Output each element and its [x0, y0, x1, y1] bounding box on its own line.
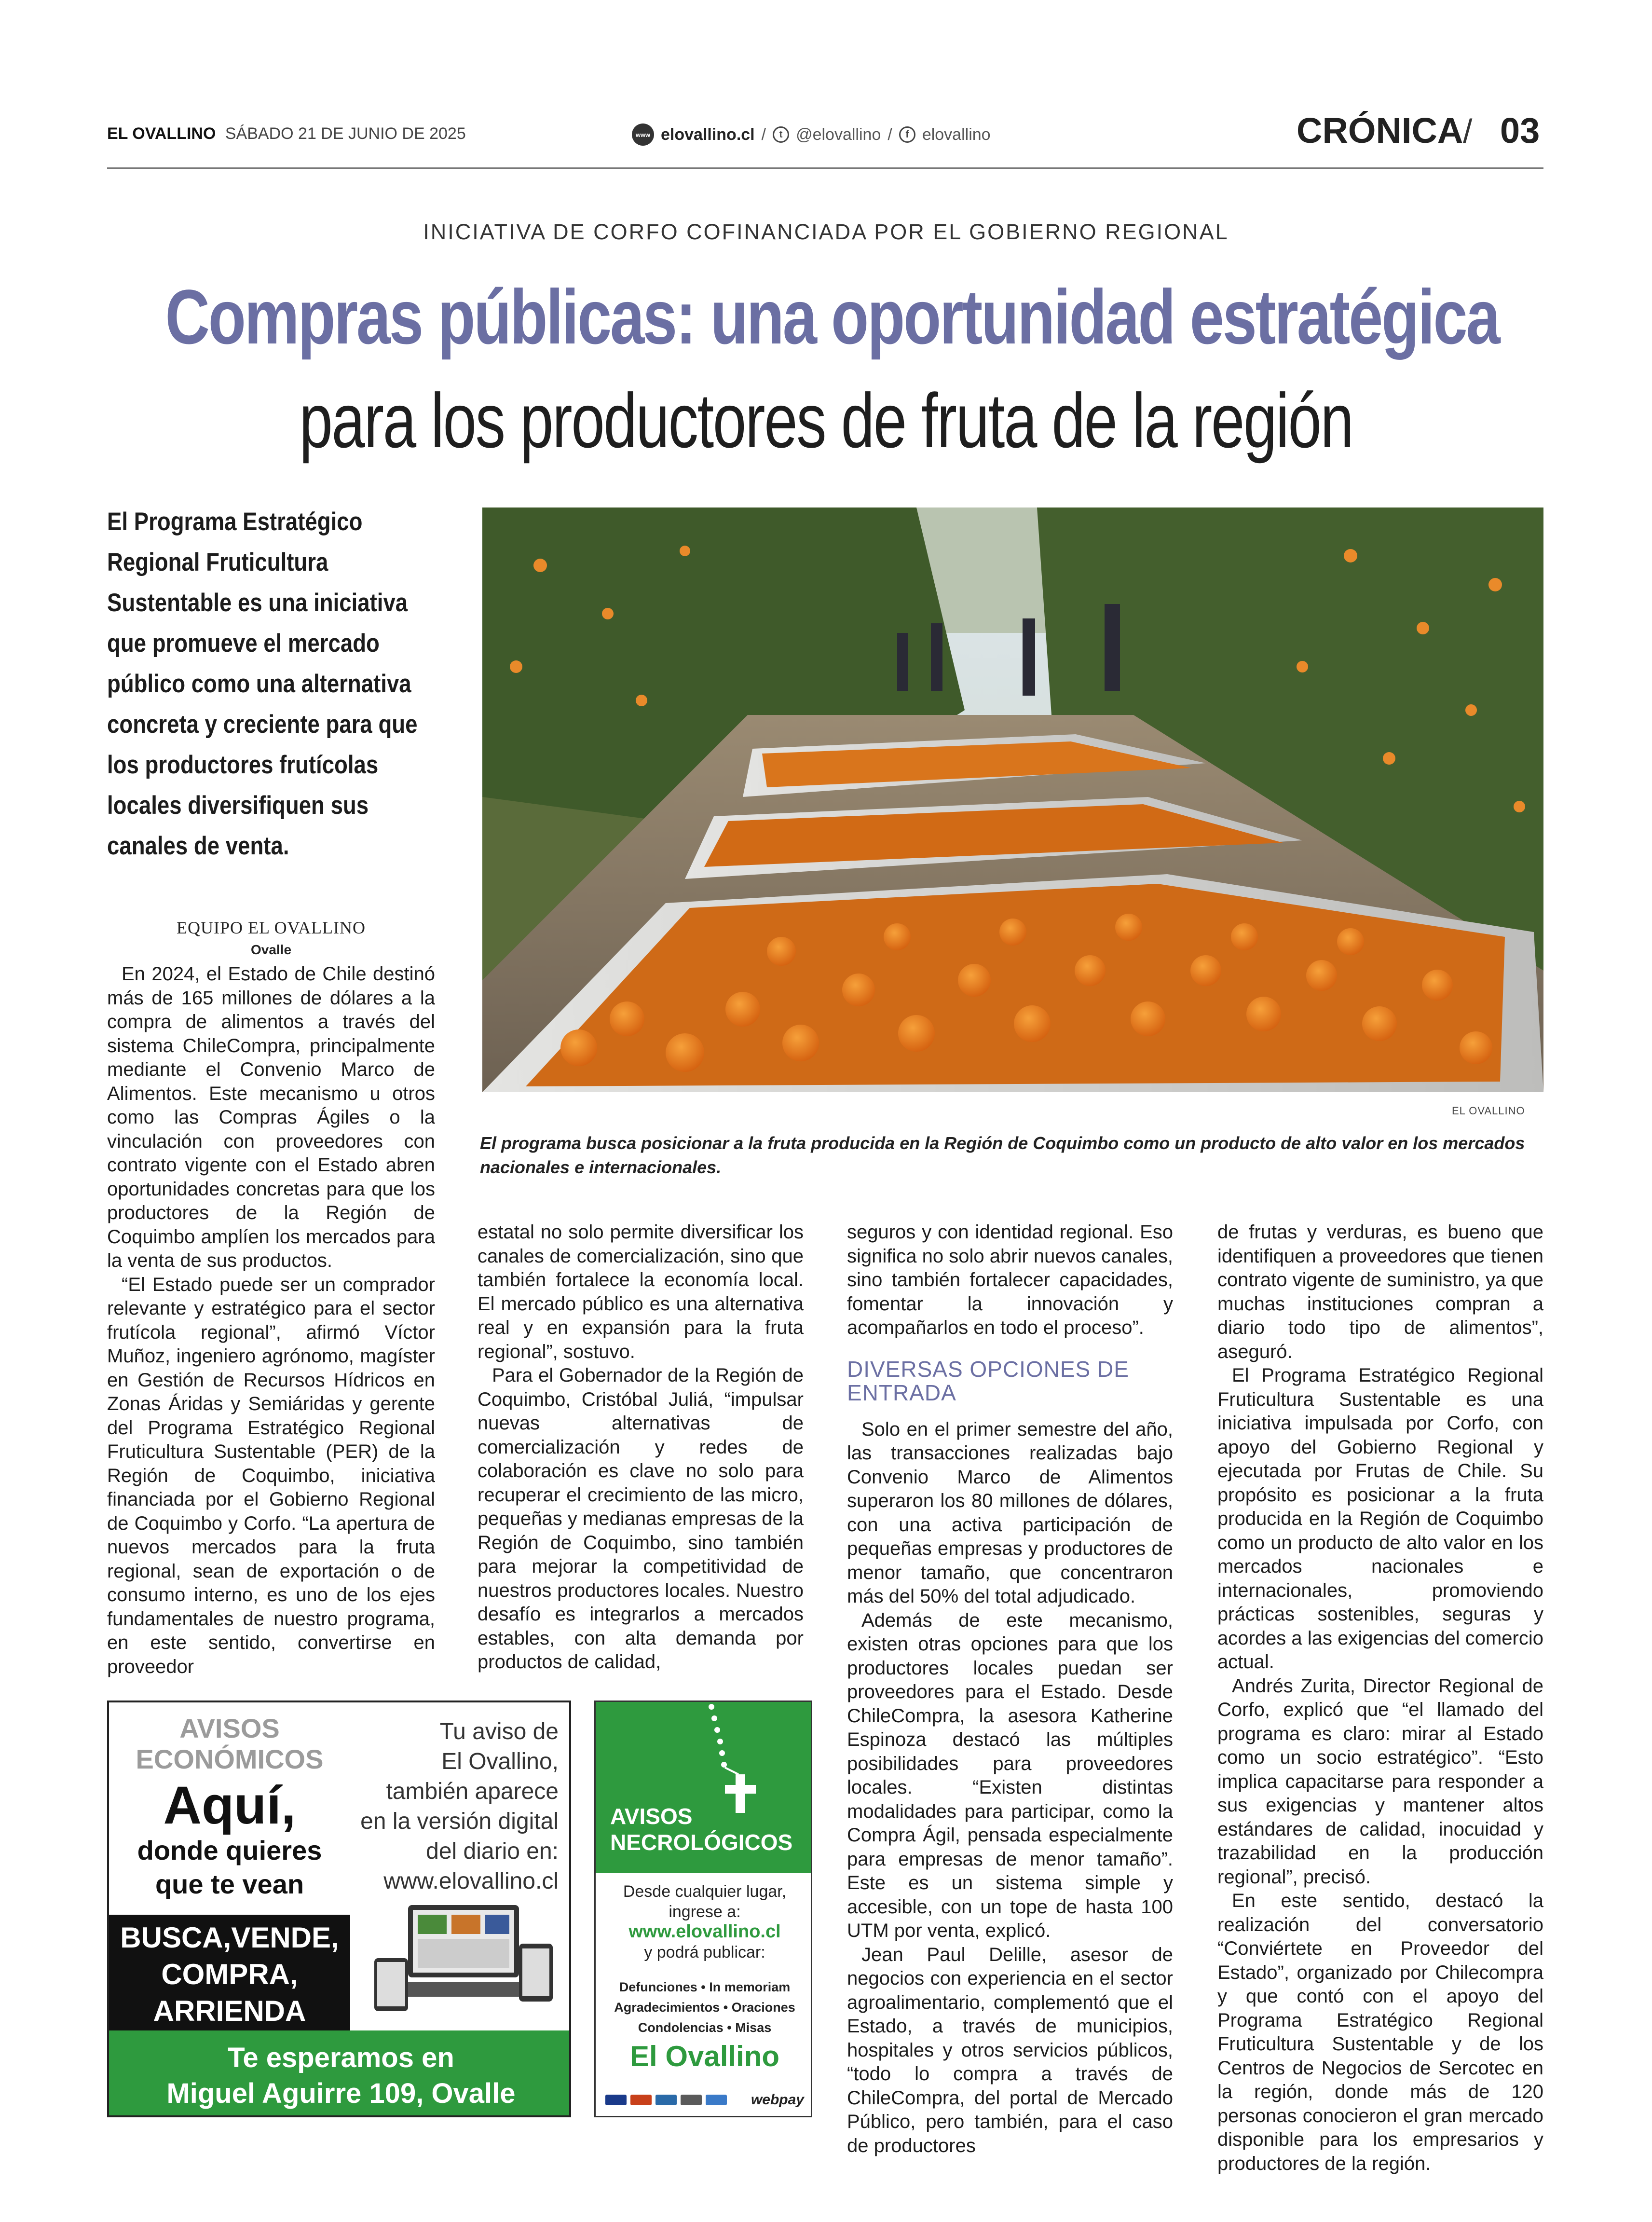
- orange-harvest-image: [482, 507, 1543, 1092]
- card-icon: [706, 2095, 727, 2105]
- ad-action-line: BUSCA,VENDE,: [120, 1921, 339, 1954]
- classifieds-ad[interactable]: [107, 1701, 571, 2117]
- ad-action-line: ARRIENDA: [153, 1995, 306, 2027]
- twitter-handle[interactable]: @elovallino: [796, 125, 881, 144]
- photo-caption: El programa busca posicionar a la fruta producida en la Región de Coquimbo como un producto de alto valor en los mercados nacionales e internacionales.: [480, 1133, 1525, 1177]
- globe-icon: www: [632, 123, 654, 146]
- visa-icon: [605, 2095, 627, 2105]
- ad-heading-line: ECONÓMICOS: [136, 1744, 324, 1774]
- paragraph: estatal no solo permite diversificar los canales de comercialización, sino que también fortalece la economía local. El mercado público es una alternativa real y en expansión para la fruta regional”, sostuvo.: [478, 1221, 804, 1362]
- ad-slogan: Aquí,: [163, 1776, 296, 1835]
- mastercard-icon: [630, 2095, 652, 2105]
- article-column-1: [107, 962, 435, 1679]
- ad-text-line: ingrese a:: [669, 1903, 741, 1921]
- section-subhead: DIVERSAS OPCIONES DE ENTRADA: [847, 1356, 1129, 1405]
- page-number: 03: [1500, 110, 1540, 151]
- issue-date: SÁBADO 21 DE JUNIO DE 2025: [225, 124, 466, 143]
- ad-text-line: Desde cualquier lugar,: [623, 1882, 787, 1901]
- header-rule: [107, 167, 1543, 169]
- ad-note-line: El Ovallino,: [441, 1749, 559, 1774]
- ad-service-line: Condolencias • Misas: [638, 2020, 772, 2035]
- paragraph: Para el Gobernador de la Región de Coquimbo, Cristóbal Juliá, “impulsar nuevas alternativas de comercialización y redes de colaboración es clave no solo para recuperar el crecimiento de las micro, pequeñas y medianas empresas de la Región de Coquimbo, sino también para mejorar la competitividad de nuestros productores locales. Nuestro desafío es integrarlos a mercados estables, con alta demanda por productos de calidad,: [478, 1365, 804, 1673]
- article-column-3: [847, 1221, 1173, 2158]
- website-link[interactable]: elovallino.cl: [661, 125, 755, 144]
- ad-digital-note: [360, 1717, 559, 1896]
- ad-services: [596, 1977, 812, 2038]
- social-links: [632, 123, 991, 146]
- section-separator: /: [1463, 112, 1473, 150]
- ad-title-line: NECROLÓGICOS: [610, 1830, 793, 1855]
- paragraph: “El Estado puede ser un comprador relevante y estratégico para el sector frutícola regional”, afirmó Víctor Muñoz, ingeniero agrónomo, magíster en Gestión de Recursos Hídricos en Zonas Áridas y Semiáridas y gerente del Programa Estratégico Regional Fruticultura Sustentable (PER) de la Región de Coquimbo, iniciativa financiada por el Gobierno Regional de Coquimbo y Corfo. “La apertura de nuevos mercados para la fruta regional, sean de exportación o de consumo interno, es uno de los ejes fundamentales de nuestro programa, en este sentido, convertirse en proveedor: [107, 1274, 435, 1677]
- paragraph: En 2024, el Estado de Chile destinó más de 165 millones de dólares a la compra de alimentos a través del sistema ChileCompra, principalmente mediante el Convenio Marco de Alimentos. Este mecanismo u otros como las Compras Ágiles o la vinculación con proveedores con contrato vigente con el Estado abren oportunidades concretas para que los productores de la Región de Coquimbo amplíen los mercados para la venta de sus productos.: [107, 963, 435, 1271]
- orchard-photo: [482, 507, 1543, 1092]
- paragraph: El Programa Estratégico Regional Fruticultura Sustentable es una iniciativa impulsada por Corfo, con apoyo del Gobierno Regional y ejecutada por Frutas de Chile. Su propósito es posicionar a la fruta producida en la Región de Coquimbo como un producto de alto valor en los mercados nacionales e internacionales, promoviendo prácticas sostenibles, seguras y acordes a las exigencias del comercio actual.: [1217, 1365, 1543, 1673]
- ad-heading: [109, 1713, 350, 1775]
- card-icon: [681, 2095, 702, 2105]
- ad-text: y podrá publicar:: [644, 1943, 765, 1961]
- lead-paragraph: El Programa Estratégico Regional Fruticultura Sustentable es una iniciativa que promueve el mercado público como una alternativa concreta y creciente para que los productores frutícolas locales diversifiquen sus canales de venta.: [107, 507, 418, 860]
- obituary-ad[interactable]: [594, 1701, 812, 2117]
- paragraph: Solo en el primer semestre del año, las transacciones realizadas bajo Convenio Marco de Alimentos superaron los 80 millones de dólares, con una activa participación de pequeñas empresas y productores de menor tamaño, que concentraron más del 50% del total adjudicado.: [847, 1418, 1173, 1607]
- ad-instructions: [596, 1881, 812, 1922]
- headline: Compras públicas: una oportunidad estratégica: [165, 274, 1499, 360]
- ad-note-line: del diario en:: [426, 1838, 559, 1864]
- paragraph: Andrés Zurita, Director Regional de Corfo, explicó que “el llamado del programa es claro: mirar al Estado como un socio estratégico”. “Esto implica capacitarse para responder a sus exigencias y mantener altos estándares de calidad, inocuidad y trazabilidad en la producción regional”, precisó.: [1217, 1675, 1543, 1888]
- webpay-logo: webpay: [751, 2092, 804, 2108]
- paragraph: seguros y con identidad regional. Eso significa no solo abrir nuevos canales, sino también fortalecer capacidades, fomentar la innovación y acompañarlos en todo el proceso”.: [847, 1221, 1173, 1338]
- article-column-2: [478, 1221, 804, 1674]
- devices-icon: [374, 1900, 558, 2021]
- ad-slogan-line: que te vean: [155, 1869, 304, 1899]
- ad-address-line: Miguel Aguirre 109, Ovalle: [166, 2078, 516, 2109]
- paragraph: Jean Paul Delille, asesor de negocios con experiencia en el sector agroalimentario, complementó que el Estado, a través de municipios, hospitales y otros servicios públicos, “todo lo compra a través de ChileCompra, del portal de Mercado Público, pero también, para el caso de productores: [847, 1944, 1173, 2156]
- ad-action-line: COMPRA,: [161, 1958, 298, 1990]
- twitter-icon: t: [773, 126, 789, 143]
- ad-url[interactable]: www.elovallino.cl: [628, 1921, 781, 1942]
- paper-name: EL OVALLINO: [107, 124, 216, 143]
- article-column-4: [1217, 1221, 1543, 2176]
- paragraph: En este sentido, destacó la realización del conversatorio “Conviértete en Proveedor del Estado”, organizado por Chilecompra y que contó con el apoyo del Programa Estratégico Regional Fruticultura Sustentable y de los Centros de Negocios de Sercotec en la región, donde más de 120 personas conocieron el gran mercado disponible para los empresarios y productores de la región.: [1217, 1890, 1543, 2174]
- paragraph: Además de este mecanismo, existen otras opciones para que los productores locales puedan ser proveedores para el Estado. Desde ChileCompra, la asesora Katherine Espinoza destacó las múltiples posibilidades para proveedores locales. “Existen distintas modalidades para participar, como la Compra Ágil, pensada especialmente para empresas de menor tamaño”. Este es un sistema simple y accesible, con un tope de hasta 100 UTM por venta, explicó.: [847, 1609, 1173, 1941]
- byline: EQUIPO EL OVALLINO: [177, 918, 366, 937]
- paragraph: de frutas y verduras, es bueno que identifiquen a proveedores que tienen contrato vigente de suministro, ya que muchas instituciones compran a diario todo tipo de alimentos”, aseguró.: [1217, 1221, 1543, 1362]
- ad-slogan-sub: [109, 1834, 350, 1901]
- brand-logo: El Ovallino: [629, 2040, 780, 2072]
- ad-address-line: Te esperamos en: [228, 2042, 454, 2073]
- ad-note-line: también aparece: [386, 1779, 559, 1804]
- ad-service-line: Agradecimientos • Oraciones: [614, 2000, 795, 2015]
- masthead: [107, 124, 466, 143]
- separator: /: [761, 125, 766, 144]
- ad-note-line: Tu aviso de: [439, 1719, 559, 1744]
- ad-service-line: Defunciones • In memoriam: [619, 1980, 791, 1994]
- ad-note-line: en la versión digital: [360, 1809, 559, 1834]
- ad-green-panel: [596, 1702, 812, 1873]
- facebook-icon: f: [899, 126, 915, 143]
- ad-url[interactable]: www.elovallino.cl: [383, 1868, 559, 1894]
- facebook-handle[interactable]: elovallino: [922, 125, 991, 144]
- ad-address-banner: [109, 2030, 571, 2117]
- ad-title: [610, 1803, 792, 1855]
- separator: /: [887, 125, 892, 144]
- card-icon: [655, 2095, 677, 2105]
- ad-actions-banner: [109, 1915, 350, 2030]
- ad-slogan-line: donde quieres: [137, 1835, 322, 1865]
- section-title: CRÓNICA: [1297, 110, 1463, 151]
- dateline: Ovalle: [250, 942, 292, 957]
- photo-credit: EL OVALLINO: [1452, 1105, 1525, 1117]
- payment-methods: [605, 2090, 804, 2110]
- subheadline: para los productores de fruta de la región: [299, 377, 1353, 464]
- kicker: INICIATIVA DE CORFO COFINANCIADA POR EL GOBIERNO REGIONAL: [423, 219, 1229, 244]
- ad-title-line: AVISOS: [610, 1804, 693, 1829]
- ad-heading-line: AVISOS: [179, 1713, 280, 1743]
